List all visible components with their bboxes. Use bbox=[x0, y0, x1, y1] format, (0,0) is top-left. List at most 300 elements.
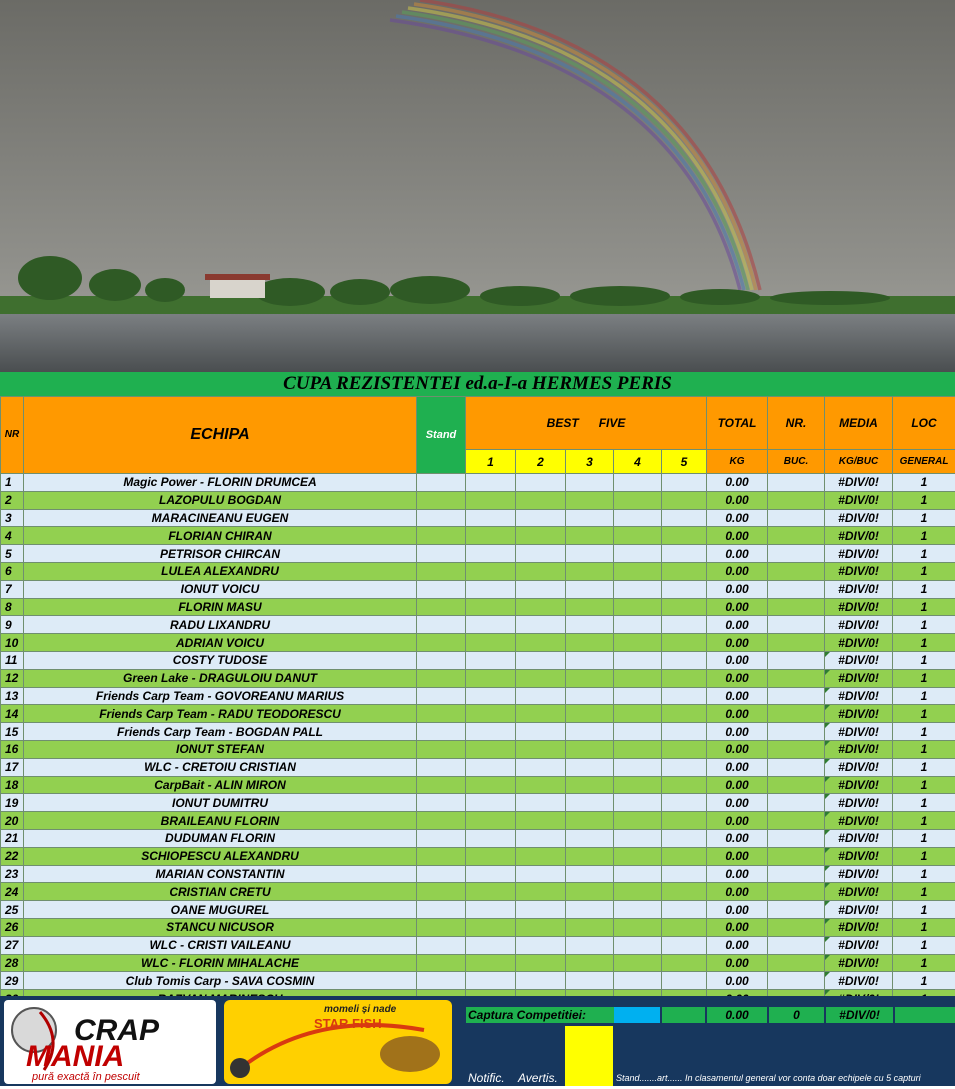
header-nr: NR bbox=[1, 397, 24, 474]
row-slot-3[interactable] bbox=[566, 669, 614, 687]
row-slot-1[interactable] bbox=[466, 509, 516, 527]
row-team: IONUT VOICU bbox=[24, 580, 417, 598]
row-slot-5[interactable] bbox=[662, 474, 707, 492]
row-loc: 1 bbox=[893, 723, 955, 741]
row-stand[interactable] bbox=[417, 972, 466, 990]
row-total: 0.00 bbox=[707, 723, 768, 741]
row-slot-5[interactable] bbox=[662, 598, 707, 616]
row-slot-5[interactable] bbox=[662, 634, 707, 652]
row-slot-1[interactable] bbox=[466, 865, 516, 883]
row-slot-4[interactable] bbox=[614, 509, 662, 527]
starfish-tagline: momeli și nade bbox=[324, 1004, 397, 1015]
row-stand[interactable] bbox=[417, 901, 466, 919]
row-team: SCHIOPESCU ALEXANDRU bbox=[24, 847, 417, 865]
row-media: #DIV/0! bbox=[825, 758, 893, 776]
row-slot-3[interactable] bbox=[566, 491, 614, 509]
row-slot-1[interactable] bbox=[466, 634, 516, 652]
row-team: WLC - CRETOIU CRISTIAN bbox=[24, 758, 417, 776]
row-team: Friends Carp Team - BOGDAN PALL bbox=[24, 723, 417, 741]
row-stand[interactable] bbox=[417, 651, 466, 669]
row-loc: 1 bbox=[893, 812, 955, 830]
row-slot-4[interactable] bbox=[614, 740, 662, 758]
row-slot-1[interactable] bbox=[466, 918, 516, 936]
crapmania-top-text: CRAP bbox=[74, 1014, 160, 1047]
row-count[interactable] bbox=[768, 616, 825, 634]
row-slot-3[interactable] bbox=[566, 883, 614, 901]
row-count[interactable] bbox=[768, 901, 825, 919]
row-slot-5[interactable] bbox=[662, 580, 707, 598]
row-count[interactable] bbox=[768, 651, 825, 669]
row-loc: 1 bbox=[893, 883, 955, 901]
row-slot-2[interactable] bbox=[516, 723, 566, 741]
table-row bbox=[1, 829, 955, 847]
row-slot-4[interactable] bbox=[614, 758, 662, 776]
row-slot-2[interactable] bbox=[516, 936, 566, 954]
row-slot-4[interactable] bbox=[614, 634, 662, 652]
row-slot-5[interactable] bbox=[662, 723, 707, 741]
row-stand[interactable] bbox=[417, 474, 466, 492]
table-row bbox=[1, 616, 955, 634]
row-media: #DIV/0! bbox=[825, 829, 893, 847]
row-slot-2[interactable] bbox=[516, 545, 566, 563]
row-team: IONUT STEFAN bbox=[24, 740, 417, 758]
row-stand[interactable] bbox=[417, 598, 466, 616]
row-slot-5[interactable] bbox=[662, 776, 707, 794]
row-slot-1[interactable] bbox=[466, 954, 516, 972]
row-slot-2[interactable] bbox=[516, 865, 566, 883]
row-slot-3[interactable] bbox=[566, 972, 614, 990]
table-row bbox=[1, 598, 955, 616]
row-slot-5[interactable] bbox=[662, 527, 707, 545]
row-team: LULEA ALEXANDRU bbox=[24, 562, 417, 580]
row-media: #DIV/0! bbox=[825, 883, 893, 901]
row-slot-5[interactable] bbox=[662, 812, 707, 830]
row-slot-1[interactable] bbox=[466, 474, 516, 492]
row-count[interactable] bbox=[768, 794, 825, 812]
row-loc: 1 bbox=[893, 936, 955, 954]
row-count[interactable] bbox=[768, 527, 825, 545]
row-slot-2[interactable] bbox=[516, 954, 566, 972]
row-slot-2[interactable] bbox=[516, 598, 566, 616]
row-nr: 3 bbox=[1, 509, 24, 527]
row-slot-3[interactable] bbox=[566, 901, 614, 919]
row-team: CRISTIAN CRETU bbox=[24, 883, 417, 901]
row-nr: 1 bbox=[1, 474, 24, 492]
header-count: NR. bbox=[768, 397, 825, 450]
header-place-unit: GENERAL bbox=[893, 450, 955, 474]
row-media: #DIV/0! bbox=[825, 634, 893, 652]
row-loc: 1 bbox=[893, 616, 955, 634]
row-slot-2[interactable] bbox=[516, 562, 566, 580]
row-total: 0.00 bbox=[707, 794, 768, 812]
row-slot-5[interactable] bbox=[662, 918, 707, 936]
row-nr: 9 bbox=[1, 616, 24, 634]
row-team: Magic Power - FLORIN DRUMCEA bbox=[24, 474, 417, 492]
row-slot-3[interactable] bbox=[566, 847, 614, 865]
row-slot-2[interactable] bbox=[516, 847, 566, 865]
row-slot-4[interactable] bbox=[614, 669, 662, 687]
row-slot-4[interactable] bbox=[614, 918, 662, 936]
row-slot-5[interactable] bbox=[662, 847, 707, 865]
header-photo bbox=[0, 0, 955, 372]
row-slot-3[interactable] bbox=[566, 616, 614, 634]
row-count[interactable] bbox=[768, 776, 825, 794]
row-slot-1[interactable] bbox=[466, 491, 516, 509]
row-total: 0.00 bbox=[707, 616, 768, 634]
row-slot-3[interactable] bbox=[566, 474, 614, 492]
row-loc: 1 bbox=[893, 669, 955, 687]
row-slot-1[interactable] bbox=[466, 740, 516, 758]
row-team: COSTY TUDOSE bbox=[24, 651, 417, 669]
row-stand[interactable] bbox=[417, 545, 466, 563]
row-stand[interactable] bbox=[417, 723, 466, 741]
row-slot-5[interactable] bbox=[662, 883, 707, 901]
row-slot-1[interactable] bbox=[466, 847, 516, 865]
row-stand[interactable] bbox=[417, 634, 466, 652]
row-count[interactable] bbox=[768, 474, 825, 492]
row-count[interactable] bbox=[768, 812, 825, 830]
row-slot-1[interactable] bbox=[466, 776, 516, 794]
row-slot-2[interactable] bbox=[516, 883, 566, 901]
row-nr: 19 bbox=[1, 794, 24, 812]
row-slot-5[interactable] bbox=[662, 545, 707, 563]
row-team: ADRIAN VOICU bbox=[24, 634, 417, 652]
row-slot-3[interactable] bbox=[566, 509, 614, 527]
row-slot-1[interactable] bbox=[466, 936, 516, 954]
row-stand[interactable] bbox=[417, 580, 466, 598]
row-slot-2[interactable] bbox=[516, 740, 566, 758]
starfish-logo bbox=[224, 1000, 452, 1084]
row-slot-4[interactable] bbox=[614, 776, 662, 794]
summary-blank bbox=[662, 1007, 705, 1023]
row-slot-2[interactable] bbox=[516, 651, 566, 669]
row-nr: 17 bbox=[1, 758, 24, 776]
row-slot-1[interactable] bbox=[466, 723, 516, 741]
row-slot-4[interactable] bbox=[614, 812, 662, 830]
row-slot-1[interactable] bbox=[466, 562, 516, 580]
row-loc: 1 bbox=[893, 634, 955, 652]
row-count[interactable] bbox=[768, 954, 825, 972]
row-slot-5[interactable] bbox=[662, 972, 707, 990]
row-slot-2[interactable] bbox=[516, 705, 566, 723]
row-slot-1[interactable] bbox=[466, 794, 516, 812]
row-slot-1[interactable] bbox=[466, 616, 516, 634]
row-slot-1[interactable] bbox=[466, 901, 516, 919]
row-slot-4[interactable] bbox=[614, 491, 662, 509]
row-slot-4[interactable] bbox=[614, 723, 662, 741]
header-avg-unit: KG/BUC bbox=[825, 450, 893, 474]
row-stand[interactable] bbox=[417, 829, 466, 847]
row-total: 0.00 bbox=[707, 580, 768, 598]
row-stand[interactable] bbox=[417, 865, 466, 883]
summary-loc bbox=[895, 1007, 955, 1023]
row-slot-2[interactable] bbox=[516, 812, 566, 830]
row-slot-5[interactable] bbox=[662, 491, 707, 509]
row-count[interactable] bbox=[768, 829, 825, 847]
row-slot-4[interactable] bbox=[614, 847, 662, 865]
row-slot-1[interactable] bbox=[466, 829, 516, 847]
row-count[interactable] bbox=[768, 687, 825, 705]
row-slot-1[interactable] bbox=[466, 598, 516, 616]
row-count[interactable] bbox=[768, 705, 825, 723]
header-slot-1: 1 bbox=[466, 450, 516, 474]
row-slot-3[interactable] bbox=[566, 794, 614, 812]
row-slot-2[interactable] bbox=[516, 580, 566, 598]
row-media: #DIV/0! bbox=[825, 598, 893, 616]
row-slot-4[interactable] bbox=[614, 883, 662, 901]
row-team: IONUT DUMITRU bbox=[24, 794, 417, 812]
row-media: #DIV/0! bbox=[825, 474, 893, 492]
row-media: #DIV/0! bbox=[825, 545, 893, 563]
row-slot-3[interactable] bbox=[566, 687, 614, 705]
table-row bbox=[1, 527, 955, 545]
row-team: MARACINEANU EUGEN bbox=[24, 509, 417, 527]
row-slot-4[interactable] bbox=[614, 901, 662, 919]
summary-label: Captura Competitiei: bbox=[466, 1007, 614, 1023]
row-total: 0.00 bbox=[707, 936, 768, 954]
row-slot-4[interactable] bbox=[614, 616, 662, 634]
table-row bbox=[1, 776, 955, 794]
row-stand[interactable] bbox=[417, 509, 466, 527]
row-nr: 8 bbox=[1, 598, 24, 616]
row-slot-5[interactable] bbox=[662, 740, 707, 758]
row-count[interactable] bbox=[768, 740, 825, 758]
header-slot-5: 5 bbox=[662, 450, 707, 474]
row-stand[interactable] bbox=[417, 883, 466, 901]
row-slot-5[interactable] bbox=[662, 865, 707, 883]
row-slot-4[interactable] bbox=[614, 651, 662, 669]
row-total: 0.00 bbox=[707, 669, 768, 687]
row-stand[interactable] bbox=[417, 954, 466, 972]
row-slot-3[interactable] bbox=[566, 723, 614, 741]
row-slot-2[interactable] bbox=[516, 687, 566, 705]
row-slot-1[interactable] bbox=[466, 651, 516, 669]
row-slot-1[interactable] bbox=[466, 972, 516, 990]
table-row bbox=[1, 491, 955, 509]
row-media: #DIV/0! bbox=[825, 509, 893, 527]
row-slot-1[interactable] bbox=[466, 758, 516, 776]
row-count[interactable] bbox=[768, 758, 825, 776]
row-slot-2[interactable] bbox=[516, 634, 566, 652]
row-team: LAZOPULU BOGDAN bbox=[24, 491, 417, 509]
row-slot-2[interactable] bbox=[516, 509, 566, 527]
row-slot-3[interactable] bbox=[566, 865, 614, 883]
page-title: CUPA REZISTENTEI ed.a-I-a HERMES PERIS bbox=[0, 372, 955, 396]
row-slot-3[interactable] bbox=[566, 812, 614, 830]
row-slot-1[interactable] bbox=[466, 669, 516, 687]
row-slot-1[interactable] bbox=[466, 883, 516, 901]
row-nr: 13 bbox=[1, 687, 24, 705]
table-row bbox=[1, 669, 955, 687]
row-slot-2[interactable] bbox=[516, 829, 566, 847]
row-nr: 10 bbox=[1, 634, 24, 652]
table-row bbox=[1, 794, 955, 812]
row-slot-5[interactable] bbox=[662, 758, 707, 776]
row-stand[interactable] bbox=[417, 812, 466, 830]
row-nr: 28 bbox=[1, 954, 24, 972]
row-slot-5[interactable] bbox=[662, 901, 707, 919]
header-slot-4: 4 bbox=[614, 450, 662, 474]
row-count[interactable] bbox=[768, 598, 825, 616]
row-stand[interactable] bbox=[417, 687, 466, 705]
row-slot-3[interactable] bbox=[566, 705, 614, 723]
results-table bbox=[0, 396, 955, 1008]
row-slot-4[interactable] bbox=[614, 829, 662, 847]
row-stand[interactable] bbox=[417, 616, 466, 634]
row-count[interactable] bbox=[768, 918, 825, 936]
row-loc: 1 bbox=[893, 598, 955, 616]
row-count[interactable] bbox=[768, 865, 825, 883]
row-slot-2[interactable] bbox=[516, 776, 566, 794]
row-slot-3[interactable] bbox=[566, 936, 614, 954]
row-slot-3[interactable] bbox=[566, 918, 614, 936]
row-total: 0.00 bbox=[707, 527, 768, 545]
table-row bbox=[1, 901, 955, 919]
summary-stand-marker bbox=[614, 1007, 660, 1023]
row-slot-4[interactable] bbox=[614, 580, 662, 598]
row-stand[interactable] bbox=[417, 936, 466, 954]
row-media: #DIV/0! bbox=[825, 936, 893, 954]
row-slot-5[interactable] bbox=[662, 829, 707, 847]
row-slot-1[interactable] bbox=[466, 705, 516, 723]
header-stand: Stand bbox=[417, 397, 466, 474]
row-slot-3[interactable] bbox=[566, 634, 614, 652]
summary-media: #DIV/0! bbox=[826, 1007, 893, 1023]
row-slot-4[interactable] bbox=[614, 474, 662, 492]
row-slot-5[interactable] bbox=[662, 651, 707, 669]
row-count[interactable] bbox=[768, 580, 825, 598]
row-slot-3[interactable] bbox=[566, 598, 614, 616]
row-stand[interactable] bbox=[417, 527, 466, 545]
footer-notific: Notific. bbox=[468, 1071, 505, 1085]
row-count[interactable] bbox=[768, 972, 825, 990]
row-slot-2[interactable] bbox=[516, 491, 566, 509]
row-loc: 1 bbox=[893, 794, 955, 812]
row-slot-5[interactable] bbox=[662, 936, 707, 954]
row-total: 0.00 bbox=[707, 705, 768, 723]
row-media: #DIV/0! bbox=[825, 918, 893, 936]
row-stand[interactable] bbox=[417, 847, 466, 865]
row-stand[interactable] bbox=[417, 705, 466, 723]
row-slot-2[interactable] bbox=[516, 527, 566, 545]
row-team: FLORIAN CHIRAN bbox=[24, 527, 417, 545]
row-team: CarpBait - ALIN MIRON bbox=[24, 776, 417, 794]
row-total: 0.00 bbox=[707, 634, 768, 652]
row-slot-5[interactable] bbox=[662, 509, 707, 527]
table-row bbox=[1, 687, 955, 705]
row-slot-5[interactable] bbox=[662, 687, 707, 705]
row-team: OANE MUGUREL bbox=[24, 901, 417, 919]
row-slot-5[interactable] bbox=[662, 705, 707, 723]
row-slot-5[interactable] bbox=[662, 562, 707, 580]
row-stand[interactable] bbox=[417, 740, 466, 758]
row-team: Club Tomis Carp - SAVA COSMIN bbox=[24, 972, 417, 990]
row-slot-2[interactable] bbox=[516, 758, 566, 776]
table-row bbox=[1, 509, 955, 527]
row-slot-4[interactable] bbox=[614, 794, 662, 812]
row-slot-2[interactable] bbox=[516, 616, 566, 634]
row-stand[interactable] bbox=[417, 562, 466, 580]
row-slot-3[interactable] bbox=[566, 758, 614, 776]
row-count[interactable] bbox=[768, 669, 825, 687]
row-stand[interactable] bbox=[417, 918, 466, 936]
row-stand[interactable] bbox=[417, 776, 466, 794]
row-slot-3[interactable] bbox=[566, 740, 614, 758]
row-slot-3[interactable] bbox=[566, 829, 614, 847]
row-slot-4[interactable] bbox=[614, 562, 662, 580]
row-slot-3[interactable] bbox=[566, 651, 614, 669]
row-count[interactable] bbox=[768, 634, 825, 652]
row-count[interactable] bbox=[768, 545, 825, 563]
row-slot-5[interactable] bbox=[662, 616, 707, 634]
row-slot-3[interactable] bbox=[566, 776, 614, 794]
row-nr: 21 bbox=[1, 829, 24, 847]
row-count[interactable] bbox=[768, 936, 825, 954]
row-count[interactable] bbox=[768, 847, 825, 865]
row-slot-2[interactable] bbox=[516, 918, 566, 936]
row-media: #DIV/0! bbox=[825, 901, 893, 919]
row-slot-4[interactable] bbox=[614, 936, 662, 954]
row-slot-3[interactable] bbox=[566, 545, 614, 563]
row-stand[interactable] bbox=[417, 669, 466, 687]
row-team: STANCU NICUSOR bbox=[24, 918, 417, 936]
row-slot-2[interactable] bbox=[516, 901, 566, 919]
row-slot-3[interactable] bbox=[566, 527, 614, 545]
row-slot-2[interactable] bbox=[516, 669, 566, 687]
row-slot-4[interactable] bbox=[614, 705, 662, 723]
row-loc: 1 bbox=[893, 527, 955, 545]
row-slot-3[interactable] bbox=[566, 954, 614, 972]
row-slot-4[interactable] bbox=[614, 545, 662, 563]
row-slot-4[interactable] bbox=[614, 972, 662, 990]
row-slot-4[interactable] bbox=[614, 865, 662, 883]
row-slot-3[interactable] bbox=[566, 562, 614, 580]
row-count[interactable] bbox=[768, 883, 825, 901]
row-slot-4[interactable] bbox=[614, 527, 662, 545]
row-team: WLC - CRISTI VAILEANU bbox=[24, 936, 417, 954]
row-slot-5[interactable] bbox=[662, 794, 707, 812]
row-total: 0.00 bbox=[707, 883, 768, 901]
row-slot-5[interactable] bbox=[662, 954, 707, 972]
row-slot-1[interactable] bbox=[466, 545, 516, 563]
row-nr: 22 bbox=[1, 847, 24, 865]
row-slot-1[interactable] bbox=[466, 580, 516, 598]
row-slot-5[interactable] bbox=[662, 669, 707, 687]
row-stand[interactable] bbox=[417, 491, 466, 509]
row-slot-3[interactable] bbox=[566, 580, 614, 598]
row-slot-2[interactable] bbox=[516, 794, 566, 812]
row-count[interactable] bbox=[768, 491, 825, 509]
row-slot-4[interactable] bbox=[614, 954, 662, 972]
row-count[interactable] bbox=[768, 723, 825, 741]
row-count[interactable] bbox=[768, 562, 825, 580]
row-count[interactable] bbox=[768, 509, 825, 527]
row-slot-2[interactable] bbox=[516, 474, 566, 492]
row-slot-1[interactable] bbox=[466, 527, 516, 545]
row-stand[interactable] bbox=[417, 794, 466, 812]
row-team: Green Lake - DRAGULOIU DANUT bbox=[24, 669, 417, 687]
row-loc: 1 bbox=[893, 758, 955, 776]
row-slot-4[interactable] bbox=[614, 598, 662, 616]
row-slot-2[interactable] bbox=[516, 972, 566, 990]
warning-box bbox=[565, 1026, 613, 1086]
row-total: 0.00 bbox=[707, 829, 768, 847]
header-slot-3: 3 bbox=[566, 450, 614, 474]
row-slot-1[interactable] bbox=[466, 812, 516, 830]
row-stand[interactable] bbox=[417, 758, 466, 776]
row-slot-1[interactable] bbox=[466, 687, 516, 705]
row-slot-4[interactable] bbox=[614, 687, 662, 705]
